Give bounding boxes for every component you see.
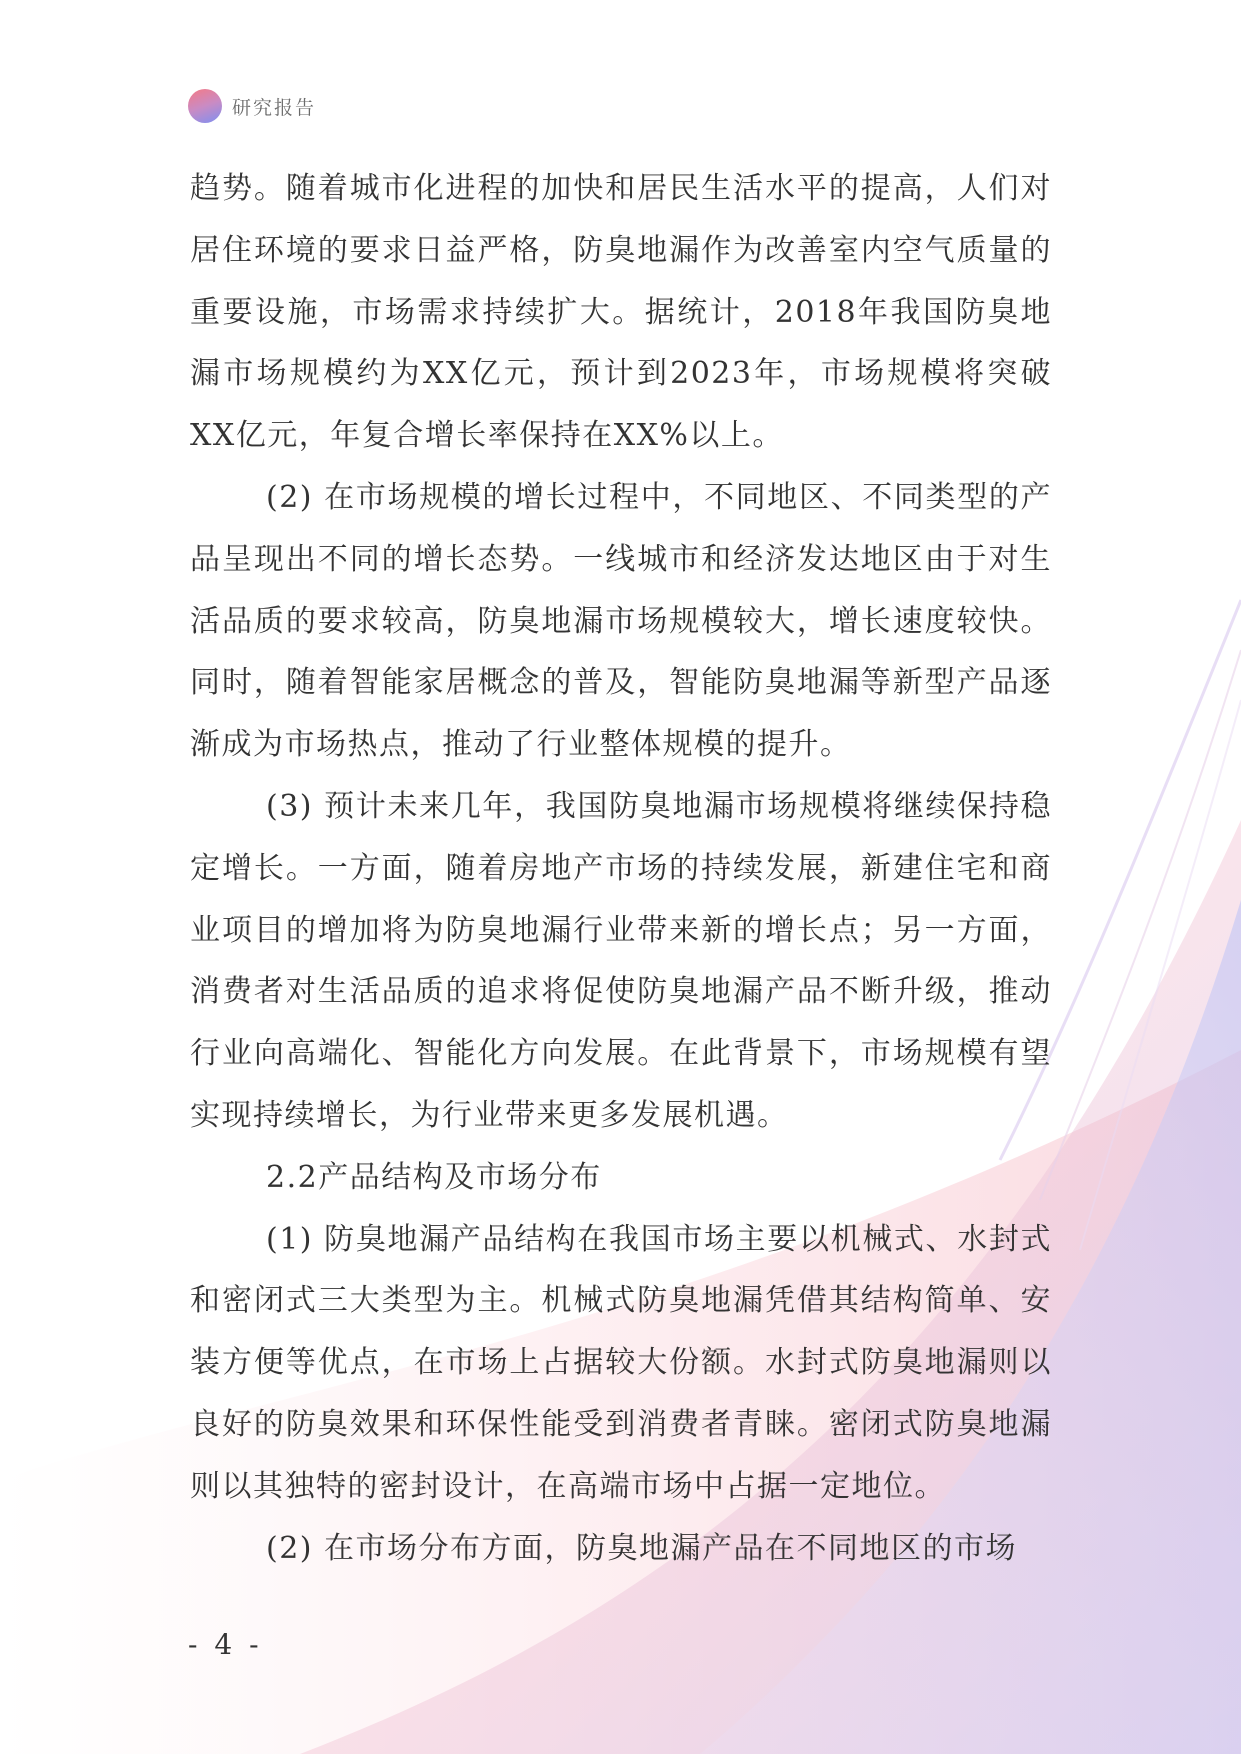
paragraph-3: (3) 预计未来几年，我国防臭地漏市场规模将继续保持稳定增长。一方面，随着房地产市场的持续发展，新建住宅和商业项目的增加将为防臭地漏行业带来新的增长点；另一方面，消费者对生活品质的追求将促使防臭地漏产品不断升级，推动行业向高端化、智能化方向发展。在此背景下，市场规模有望实现持续增长，为行业带来更多发展机遇。	[190, 788, 1052, 1133]
section-paragraph-1: (1) 防臭地漏产品结构在我国市场主要以机械式、水封式和密闭式三大类型为主。机械式防臭地漏凭借其结构简单、安装方便等优点，在市场上占据较大份额。水封式防臭地漏则以良好的防臭效果和环保性能受到消费者青睐。密闭式防臭地漏则以其独特的密封设计，在高端市场中占据一定地位。	[190, 1221, 1052, 1504]
logo-circle-icon	[188, 89, 222, 123]
section-heading: 2.2产品结构及市场分布	[266, 1159, 602, 1195]
page-number: - 4 -	[188, 1628, 263, 1661]
report-header	[188, 88, 316, 124]
paragraph-2: (2) 在市场规模的增长过程中，不同地区、不同类型的产品呈现出不同的增长态势。一线城市和经济发达地区由于对生活品质的要求较高，防臭地漏市场规模较大，增长速度较快。同时，随着智能家居概念的普及，智能防臭地漏等新型产品逐渐成为市场热点，推动了行业整体规模的提升。	[190, 479, 1052, 763]
section-paragraph-2: (2) 在市场分布方面，防臭地漏产品在不同地区的市场	[266, 1530, 1018, 1566]
paragraph-continuation: 趋势。随着城市化进程的加快和居民生活水平的提高，人们对居住环境的要求日益严格，防臭地漏作为改善室内空气质量的重要设施，市场需求持续扩大。据统计，2018年我国防臭地漏市场规模约为XX亿元，预计到2023年，市场规模将突破XX亿元，年复合增长率保持在XX%以上。	[190, 171, 1052, 454]
document-body	[190, 158, 1052, 1579]
header-title: 研究报告	[232, 96, 317, 119]
